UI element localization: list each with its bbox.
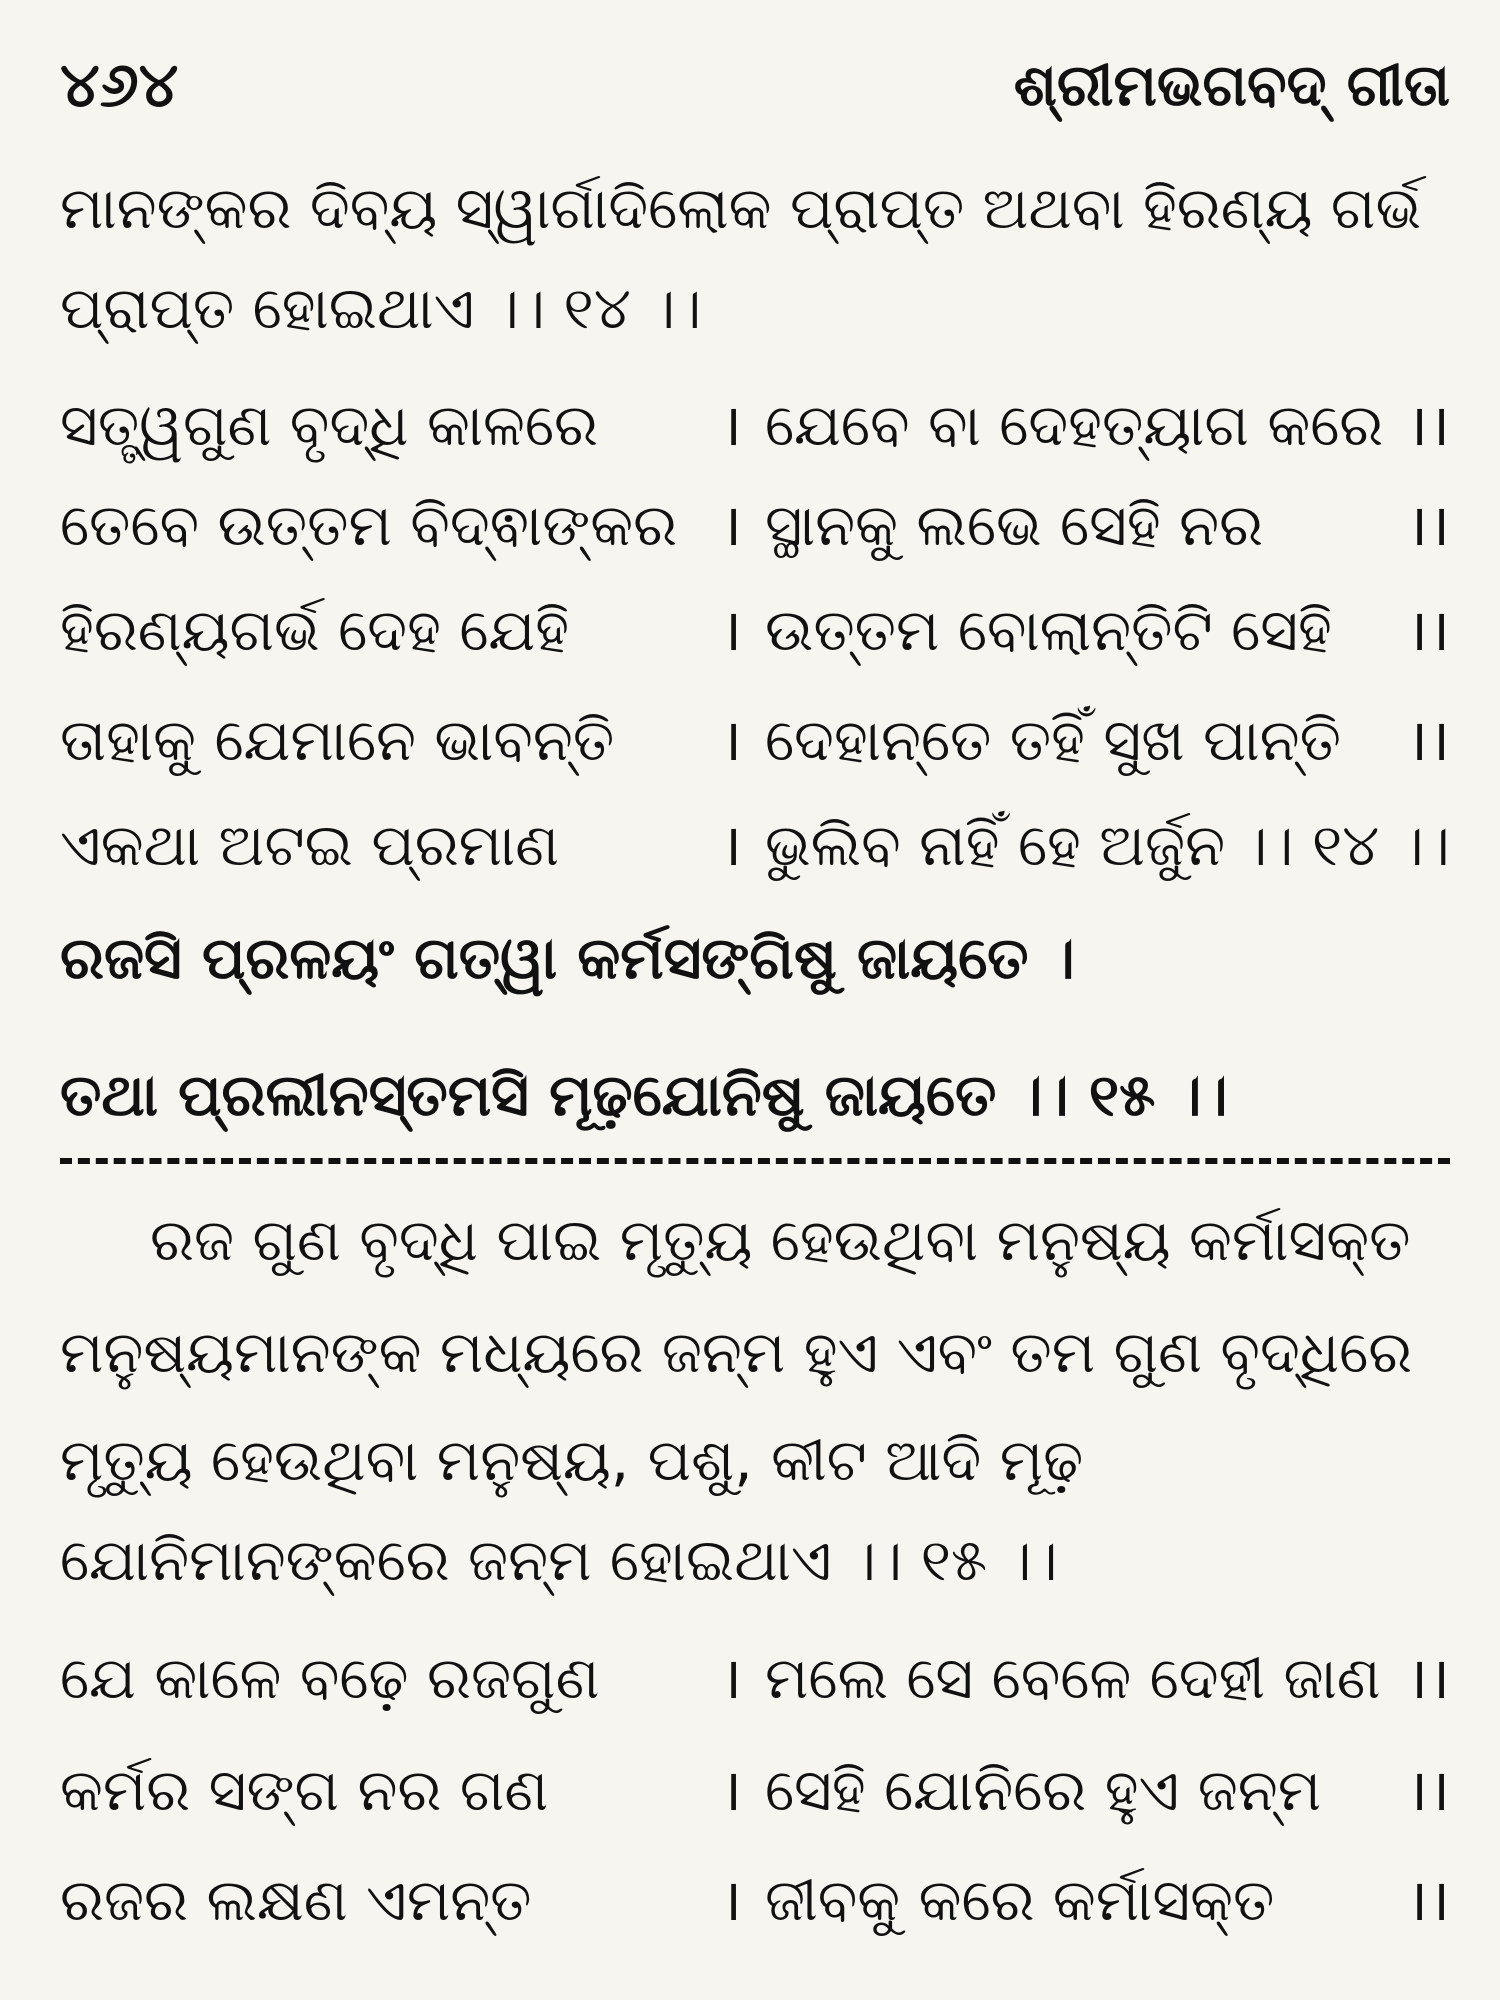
double-danda: ।।	[1406, 1644, 1450, 1712]
danda: ।	[720, 391, 742, 459]
verse-number: ।। ୧୪ ।।	[1241, 811, 1450, 879]
danda: ।	[720, 491, 742, 559]
danda: ।	[720, 706, 742, 774]
danda: ।	[720, 1866, 742, 1934]
prose-line: ଯୋନିମାନଙ୍କରେ ଜନ୍ମ ହୋଇଥାଏ ।। ୧୫ ।।	[60, 1526, 1058, 1594]
verse-second-half: ଦେହାନ୍ତେ ତହିଁ ସୁଖ ପାନ୍ତି	[765, 706, 1341, 774]
verse-second-half: ମଲେ ସେ ବେଳେ ଦେହୀ ଜାଣ	[765, 1644, 1381, 1712]
prose-line: ମାନଙ୍କର ଦିବ୍ୟ ସ୍ୱାର୍ଗାଦିଲୋକ ପ୍ରାପ୍ତ ଅଥବା ହିରଣ୍ୟ ଗର୍ଭ	[60, 174, 1422, 242]
verse-second-half: ସେହି ଯୋନିରେ ହୁଏ ଜନ୍ମ	[765, 1756, 1322, 1824]
danda: ।	[720, 1756, 742, 1824]
double-danda: ।।	[1406, 706, 1450, 774]
page-header	[60, 40, 1450, 130]
double-danda: ।।	[1406, 1756, 1450, 1824]
verse-first-half: ରଜର ଲକ୍ଷଣ ଏମନ୍ତ	[60, 1866, 532, 1934]
verse-second-half: ଭୁଲିବ ନାହିଁ ହେ ଅର୍ଜୁନ	[765, 811, 1226, 879]
danda: ।	[720, 1644, 742, 1712]
double-danda: ।।	[1406, 596, 1450, 664]
double-danda: ।।	[1406, 1866, 1450, 1934]
verse-first-half: ଯେ କାଳେ ବଢ଼େ ରଜଗୁଣ	[60, 1644, 600, 1712]
verse-second-half: ସ୍ଥାନକୁ ଲଭେ ସେହି ନର	[765, 491, 1264, 559]
verse-first-half: ତେବେ ଉତ୍ତମ ବିଦ୍ଵାଙ୍କର	[60, 491, 678, 559]
verse-first-half: କର୍ମର ସଙ୍ଗ ନର ଗଣ	[60, 1756, 549, 1824]
dashed-divider	[60, 1158, 1450, 1164]
verse-second-half: ଯେବେ ବା ଦେହତ୍ୟାଗ କରେ	[765, 391, 1384, 459]
danda: ।	[720, 811, 742, 879]
double-danda: ।।	[1406, 391, 1450, 459]
prose-line: ମୃତ୍ୟୁ ହେଉଥିବା ମନୁଷ୍ୟ, ପଶୁ, କୀଟ ଆଦି ମୂଢ଼	[60, 1426, 1084, 1494]
sanskrit-sloka-line: ରଜସି ପ୍ରଳୟଂ ଗତ୍ୱା କର୍ମସଙ୍ଗିଷୁ ଜାୟତେ ।	[60, 924, 1075, 992]
prose-line: ପ୍ରାପ୍ତ ହୋଇଥାଏ ।। ୧୪ ।।	[60, 274, 702, 342]
verse-first-half: ଏକଥା ଅଟଇ ପ୍ରମାଣ	[60, 811, 560, 879]
double-danda: ।।	[1406, 491, 1450, 559]
verse-first-half: ହିରଣ୍ୟଗର୍ଭ ଦେହ ଯେହି	[60, 596, 570, 664]
verse-second-half: ଜୀବକୁ କରେ କର୍ମାସକ୍ତ	[765, 1866, 1275, 1934]
verse-first-half: ସତ୍ତ୍ୱଗୁଣ ବୃଦ୍ଧି କାଳରେ	[60, 391, 598, 459]
page-number: ୪୬୪	[60, 48, 179, 121]
sanskrit-sloka-line: ତଥା ପ୍ରଲୀନସ୍ତମସି ମୂଢ଼ଯୋନିଷୁ ଜାୟତେ ।। ୧୫ ।।	[60, 1061, 1228, 1129]
danda: ।	[720, 596, 742, 664]
verse-first-half: ତାହାକୁ ଯେମାନେ ଭାବନ୍ତି	[60, 706, 615, 774]
prose-line: ରଜ ଗୁଣ ବୃଦ୍ଧି ପାଇ ମୃତ୍ୟୁ ହେଉଥିବା ମନୁଷ୍ୟ କର୍ମାସକ୍ତ	[150, 1206, 1411, 1274]
verse-second-half: ଉତ୍ତମ ବୋଲାନ୍ତିଟି ସେହି	[765, 596, 1332, 664]
book-title: ଶ୍ରୀମଭଗବଦ୍ ଗୀତା	[1013, 51, 1450, 119]
prose-line: ମନୁଷ୍ୟମାନଙ୍କ ମଧ୍ୟରେ ଜନ୍ମ ହୁଏ ଏବଂ ତମ ଗୁଣ ବୃଦ୍ଧିରେ	[60, 1318, 1413, 1386]
